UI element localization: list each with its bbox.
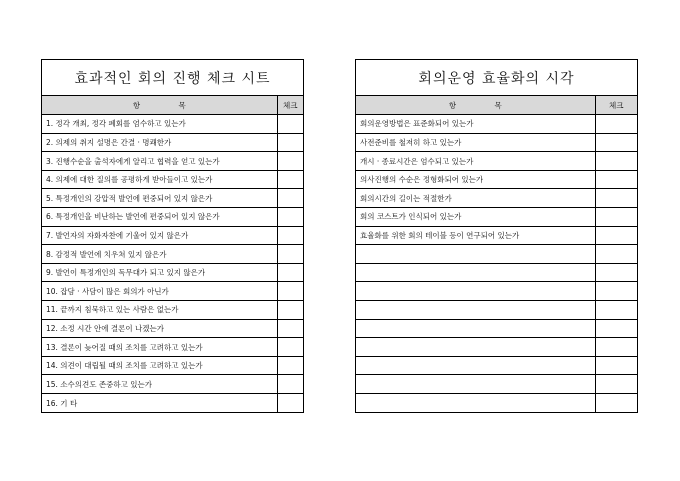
check-cell[interactable]: [595, 356, 637, 375]
table-row: [356, 263, 637, 282]
checklist-item: 3. 진행수순을 출석자에게 알리고 협력을 얻고 있는가: [42, 152, 277, 171]
table-row: [356, 133, 637, 152]
check-cell[interactable]: [595, 226, 637, 245]
check-cell[interactable]: [277, 338, 303, 357]
checklist-table: [42, 96, 303, 412]
check-cell[interactable]: [277, 356, 303, 375]
check-cell[interactable]: [595, 170, 637, 189]
table-row: [42, 394, 303, 413]
check-cell[interactable]: [595, 319, 637, 338]
table-row: [42, 375, 303, 394]
checklist-item: 11. 끝까지 침묵하고 있는 사람은 없는가: [42, 301, 277, 320]
checklist-item: [356, 375, 595, 394]
item-column-header: 항 목: [356, 96, 595, 115]
checklist-item: [356, 245, 595, 264]
checklist-item: 7. 발언자의 자화자찬에 기울어 있지 않은가: [42, 226, 277, 245]
checklist-item: 회의시간의 길이는 적절한가: [356, 189, 595, 208]
checklist-item: [356, 394, 595, 413]
check-cell[interactable]: [595, 115, 637, 134]
checklist-item: 개시 · 종료시간은 엄수되고 있는가: [356, 152, 595, 171]
check-cell[interactable]: [277, 245, 303, 264]
check-cell[interactable]: [595, 394, 637, 413]
checklist-item: 1. 정각 개최, 정각 폐회를 엄수하고 있는가: [42, 115, 277, 134]
table-row: [356, 301, 637, 320]
check-cell[interactable]: [595, 282, 637, 301]
check-column-header: 체크: [595, 96, 637, 115]
checklist-item: 의사진행의 수순은 정형화되어 있는가: [356, 170, 595, 189]
check-cell[interactable]: [277, 189, 303, 208]
table-row: [356, 356, 637, 375]
check-cell[interactable]: [595, 133, 637, 152]
table-header-row: [42, 96, 303, 115]
table-row: [356, 115, 637, 134]
check-cell[interactable]: [595, 245, 637, 264]
checklist-body: [356, 115, 637, 413]
table-row: [42, 226, 303, 245]
checklist-item: 14. 의견이 대립될 때의 조치를 고려하고 있는가: [42, 356, 277, 375]
checklist-item: 4. 의제에 대한 질의를 공평하게 받아들이고 있는가: [42, 170, 277, 189]
checklist-item: 10. 잡담 · 사담이 많은 회의가 아닌가: [42, 282, 277, 301]
table-row: [42, 301, 303, 320]
checklist-item: 5. 특정개인의 강압적 발언에 편중되어 있지 않은가: [42, 189, 277, 208]
checklist-item: [356, 282, 595, 301]
check-cell[interactable]: [277, 115, 303, 134]
checklist-item: 회의운영방법은 표준화되어 있는가: [356, 115, 595, 134]
table-row: [42, 189, 303, 208]
check-cell[interactable]: [277, 319, 303, 338]
check-column-header: 체크: [277, 96, 303, 115]
check-cell[interactable]: [595, 189, 637, 208]
item-column-header: 항 목: [42, 96, 277, 115]
table-row: [42, 319, 303, 338]
table-row: [42, 338, 303, 357]
checklist-item: [356, 263, 595, 282]
check-cell[interactable]: [595, 152, 637, 171]
check-cell[interactable]: [277, 394, 303, 413]
table-row: [356, 226, 637, 245]
table-row: [356, 152, 637, 171]
checklist-item: 15. 소수의견도 존중하고 있는가: [42, 375, 277, 394]
check-cell[interactable]: [277, 152, 303, 171]
checklist-item: 2. 의제의 취지 설명은 간결 · 명쾌한가: [42, 133, 277, 152]
check-cell[interactable]: [595, 338, 637, 357]
check-cell[interactable]: [277, 133, 303, 152]
table-row: [356, 189, 637, 208]
efficiency-checklist-sheet: [355, 59, 638, 413]
checklist-table: [356, 96, 637, 412]
table-row: [42, 170, 303, 189]
checklist-item: 6. 특정개인을 비난하는 발언에 편중되어 있지 않은가: [42, 208, 277, 227]
table-row: [356, 282, 637, 301]
checklist-item: [356, 338, 595, 357]
table-row: [42, 245, 303, 264]
sheet-title: 회의운영 효율화의 시각: [356, 60, 637, 96]
check-cell[interactable]: [277, 208, 303, 227]
table-row: [356, 245, 637, 264]
check-cell[interactable]: [277, 226, 303, 245]
table-row: [42, 282, 303, 301]
check-cell[interactable]: [595, 263, 637, 282]
check-cell[interactable]: [595, 208, 637, 227]
table-row: [42, 263, 303, 282]
checklist-item: [356, 356, 595, 375]
checklist-item: 16. 기 타: [42, 394, 277, 413]
check-cell[interactable]: [595, 301, 637, 320]
check-cell[interactable]: [277, 282, 303, 301]
table-row: [356, 394, 637, 413]
table-row: [356, 375, 637, 394]
checklist-item: 8. 감정적 발언에 치우쳐 있지 않은가: [42, 245, 277, 264]
table-row: [42, 152, 303, 171]
table-row: [356, 208, 637, 227]
table-row: [42, 208, 303, 227]
check-cell[interactable]: [595, 375, 637, 394]
check-cell[interactable]: [277, 170, 303, 189]
checklist-item: 사전준비를 철저히 하고 있는가: [356, 133, 595, 152]
meeting-checklist-sheet: [41, 59, 304, 413]
checklist-item: 13. 결론이 늦어질 때의 조치를 고려하고 있는가: [42, 338, 277, 357]
checklist-item: 9. 발언이 특정개인의 독무대가 되고 있지 않은가: [42, 263, 277, 282]
table-row: [356, 170, 637, 189]
check-cell[interactable]: [277, 263, 303, 282]
table-row: [356, 319, 637, 338]
sheet-title: 효과적인 회의 진행 체크 시트: [42, 60, 303, 96]
table-row: [42, 133, 303, 152]
table-header-row: [356, 96, 637, 115]
checklist-item: [356, 301, 595, 320]
table-row: [42, 115, 303, 134]
table-row: [42, 356, 303, 375]
checklist-item: 회의 코스트가 인식되어 있는가: [356, 208, 595, 227]
table-row: [356, 338, 637, 357]
check-cell[interactable]: [277, 301, 303, 320]
checklist-item: [356, 319, 595, 338]
checklist-item: 12. 소정 시간 안에 결론이 나겠는가: [42, 319, 277, 338]
check-cell[interactable]: [277, 375, 303, 394]
checklist-body: [42, 115, 303, 413]
checklist-item: 효율화를 위한 회의 테이블 등이 연구되어 있는가: [356, 226, 595, 245]
